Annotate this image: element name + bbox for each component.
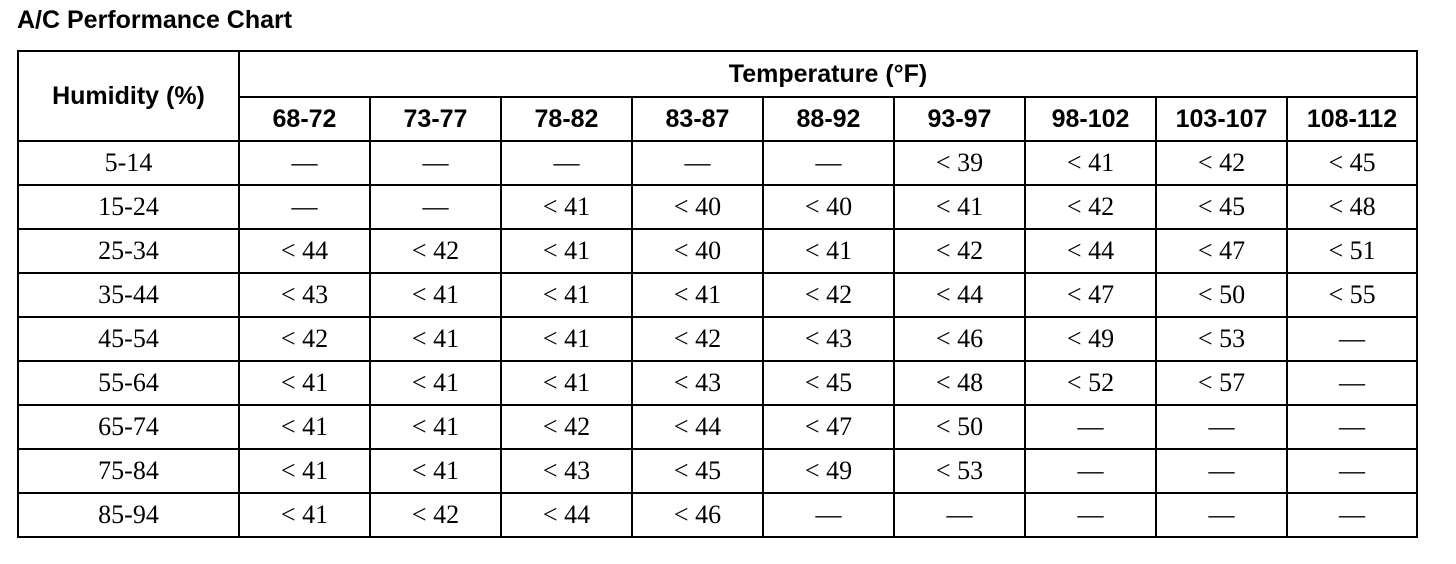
vent-temperature-cell: < 48 [894,361,1025,405]
vent-temperature-cell: < 41 [239,405,370,449]
humidity-range-cell: 75-84 [18,449,239,493]
table-row [18,185,1417,229]
table-row [18,229,1417,273]
vent-temperature-cell: < 43 [763,317,894,361]
vent-temperature-cell: — [370,141,501,185]
vent-temperature-cell: < 41 [239,493,370,537]
table-body [18,141,1417,537]
temperature-column-header: 73-77 [370,97,501,141]
vent-temperature-cell: < 52 [1025,361,1156,405]
vent-temperature-cell: < 44 [894,273,1025,317]
vent-temperature-cell: < 53 [1156,317,1287,361]
vent-temperature-cell: < 42 [632,317,763,361]
vent-temperature-cell: < 45 [763,361,894,405]
vent-temperature-cell: < 41 [632,273,763,317]
table-row [18,273,1417,317]
vent-temperature-cell: < 53 [894,449,1025,493]
humidity-range-cell: 35-44 [18,273,239,317]
humidity-range-cell: 5-14 [18,141,239,185]
vent-temperature-cell: — [1156,405,1287,449]
vent-temperature-cell: — [370,185,501,229]
vent-temperature-cell: < 41 [501,317,632,361]
vent-temperature-cell: < 49 [1025,317,1156,361]
vent-temperature-cell: < 45 [1156,185,1287,229]
vent-temperature-cell: < 43 [501,449,632,493]
vent-temperature-cell: < 41 [370,405,501,449]
vent-temperature-cell: — [1287,449,1417,493]
vent-temperature-cell: < 57 [1156,361,1287,405]
vent-temperature-cell: < 49 [763,449,894,493]
vent-temperature-cell: — [763,493,894,537]
vent-temperature-cell: < 42 [239,317,370,361]
vent-temperature-cell: < 41 [370,273,501,317]
vent-temperature-cell: < 42 [1156,141,1287,185]
vent-temperature-cell: < 41 [239,449,370,493]
vent-temperature-cell: < 46 [894,317,1025,361]
vent-temperature-cell: — [1025,405,1156,449]
humidity-column-header: Humidity (%) [18,51,239,141]
humidity-range-cell: 85-94 [18,493,239,537]
vent-temperature-cell: — [632,141,763,185]
vent-temperature-cell: < 41 [501,273,632,317]
table-row [18,449,1417,493]
vent-temperature-cell: < 40 [632,229,763,273]
vent-temperature-cell: — [239,141,370,185]
vent-temperature-cell: — [1287,493,1417,537]
temperature-group-header: Temperature (°F) [239,51,1417,97]
vent-temperature-cell: — [1287,405,1417,449]
vent-temperature-cell: — [1287,317,1417,361]
vent-temperature-cell: < 48 [1287,185,1417,229]
temperature-column-header: 88-92 [763,97,894,141]
vent-temperature-cell: < 50 [1156,273,1287,317]
vent-temperature-cell: < 41 [1025,141,1156,185]
vent-temperature-cell: < 41 [501,361,632,405]
vent-temperature-cell: — [1287,361,1417,405]
vent-temperature-cell: < 41 [501,229,632,273]
vent-temperature-cell: < 41 [370,449,501,493]
vent-temperature-cell: < 44 [501,493,632,537]
page-title: A/C Performance Chart [17,6,293,34]
temperature-column-header: 68-72 [239,97,370,141]
vent-temperature-cell: < 40 [763,185,894,229]
humidity-range-cell: 45-54 [18,317,239,361]
table-row [18,317,1417,361]
humidity-range-cell: 25-34 [18,229,239,273]
vent-temperature-cell: < 42 [763,273,894,317]
vent-temperature-cell: — [894,493,1025,537]
vent-temperature-cell: < 41 [370,317,501,361]
vent-temperature-cell: < 50 [894,405,1025,449]
vent-temperature-cell: < 51 [1287,229,1417,273]
vent-temperature-cell: < 39 [894,141,1025,185]
temperature-column-header: 93-97 [894,97,1025,141]
vent-temperature-cell: — [501,141,632,185]
vent-temperature-cell: — [1156,449,1287,493]
vent-temperature-cell: < 44 [1025,229,1156,273]
humidity-range-cell: 55-64 [18,361,239,405]
vent-temperature-cell: — [763,141,894,185]
temperature-column-header: 98-102 [1025,97,1156,141]
vent-temperature-cell: < 46 [632,493,763,537]
temperature-column-header: 108-112 [1287,97,1417,141]
temperature-column-header: 83-87 [632,97,763,141]
table-row [18,141,1417,185]
humidity-range-cell: 15-24 [18,185,239,229]
vent-temperature-cell: < 41 [763,229,894,273]
table-row [18,361,1417,405]
vent-temperature-cell: < 42 [501,405,632,449]
vent-temperature-cell: < 55 [1287,273,1417,317]
vent-temperature-cell: — [1025,449,1156,493]
vent-temperature-cell: < 42 [1025,185,1156,229]
vent-temperature-cell: < 41 [894,185,1025,229]
vent-temperature-cell: < 42 [370,493,501,537]
vent-temperature-cell: < 44 [632,405,763,449]
vent-temperature-cell: < 47 [1156,229,1287,273]
ac-performance-table [17,50,1418,538]
vent-temperature-cell: < 42 [370,229,501,273]
table-row [18,493,1417,537]
vent-temperature-cell: < 45 [1287,141,1417,185]
vent-temperature-cell: — [1156,493,1287,537]
vent-temperature-cell: < 47 [763,405,894,449]
vent-temperature-cell: < 41 [501,185,632,229]
vent-temperature-cell: < 40 [632,185,763,229]
vent-temperature-cell: < 45 [632,449,763,493]
vent-temperature-cell: < 43 [632,361,763,405]
vent-temperature-cell: — [239,185,370,229]
vent-temperature-cell: < 43 [239,273,370,317]
temperature-column-header: 103-107 [1156,97,1287,141]
vent-temperature-cell: — [1025,493,1156,537]
vent-temperature-cell: < 47 [1025,273,1156,317]
vent-temperature-cell: < 42 [894,229,1025,273]
humidity-range-cell: 65-74 [18,405,239,449]
vent-temperature-cell: < 41 [370,361,501,405]
vent-temperature-cell: < 44 [239,229,370,273]
table-row [18,405,1417,449]
header-row-group [18,51,1417,97]
vent-temperature-cell: < 41 [239,361,370,405]
temperature-column-header: 78-82 [501,97,632,141]
